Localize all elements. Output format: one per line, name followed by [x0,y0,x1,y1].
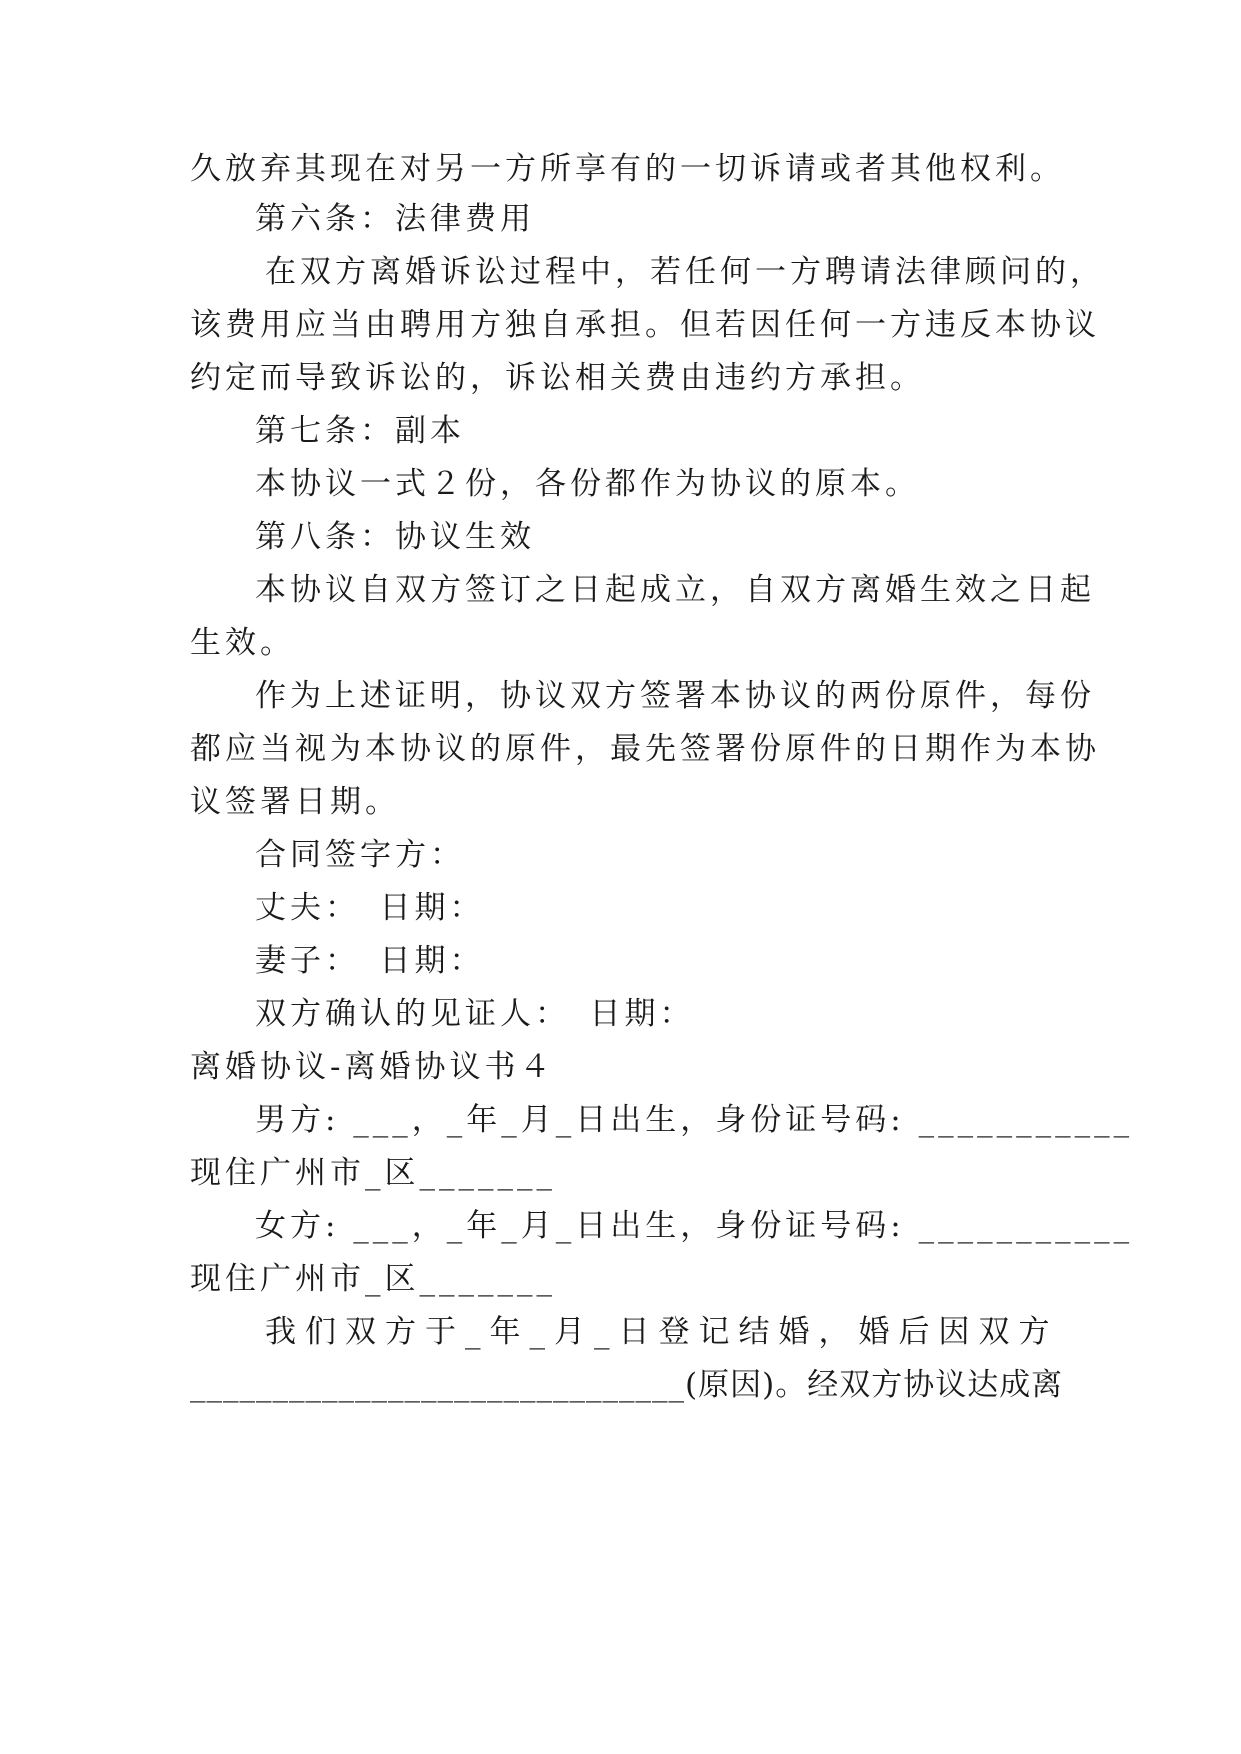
text-line: 本协议自双方签订之日起成立，自双方离婚生效之日起 [255,572,1095,608]
section-heading: 第八条：协议生效 [255,519,535,555]
text-line: 在双方离婚诉讼过程中，若任何一方聘请法律顾问的， [265,254,1105,290]
text-line: ______________________________(原因)。经双方协议达成离 [190,1367,1064,1403]
text-line: 生效。 [190,625,295,661]
signature-line-husband: 丈夫： 日期： [255,890,485,926]
document-title: 离婚协议-离婚协议书４ [190,1049,555,1085]
section-heading: 第六条：法律费用 [255,201,535,237]
female-address-line: 现住广州市_区_______ [190,1261,556,1297]
female-party-line: 女方: ___，_年_月_日出生，身份证号码: ___________ [255,1208,1134,1244]
signature-label: 合同签字方： [255,837,465,873]
text-line: 本协议一式２份，各份都作为协议的原本。 [255,466,920,502]
text-line: 议签署日期。 [190,784,400,820]
text-line: 我们双方于_年_月_日登记结婚，婚后因双方 [265,1314,1059,1350]
text-line: 都应当视为本协议的原件，最先签署份原件的日期作为本协 [190,731,1100,767]
text-line: 该费用应当由聘用方独自承担。但若因任何一方违反本协议 [190,307,1100,343]
signature-line-witness: 双方确认的见证人： 日期： [255,996,695,1032]
male-address-line: 现住广州市_区_______ [190,1155,556,1191]
signature-line-wife: 妻子： 日期： [255,943,485,979]
section-heading: 第七条：副本 [255,413,465,449]
male-party-line: 男方: ___，_年_月_日出生，身份证号码: ___________ [255,1102,1134,1138]
text-line: 约定而导致诉讼的，诉讼相关费由违约方承担。 [190,360,925,396]
text-line: 久放弃其现在对另一方所享有的一切诉请或者其他权利。 [190,151,1065,187]
text-line: 作为上述证明，协议双方签署本协议的两份原件，每份 [255,678,1095,714]
